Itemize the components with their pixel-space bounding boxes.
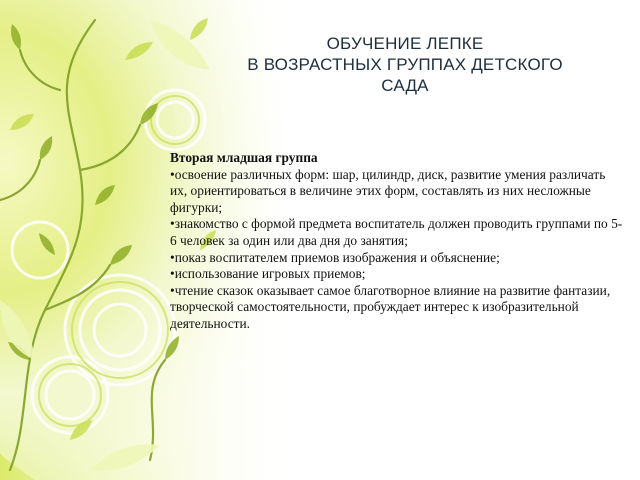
bullet-item-2: •знакомство с формой предмета воспитатель должен проводить группами по 5-6 человек за один или два дня до занятия; — [170, 216, 623, 248]
group-subheading: Вторая младшая группа — [170, 150, 318, 165]
bullet-item-3: •показ воспитателем приемов изображения и объяснение; — [170, 249, 500, 265]
content-block — [170, 150, 625, 333]
slide-title — [190, 33, 620, 96]
slide-title-line-2: В ВОЗРАСТНЫХ ГРУППАХ ДЕТСКОГО — [247, 55, 563, 74]
bullet-item-4: •использование игровых приемов; — [170, 266, 366, 282]
slide-title-line-3: САДА — [381, 76, 429, 95]
bullet-item-5: •чтение сказок оказывает самое благотворное влияние на развитие фантазии, творческой самостоятельности, пробуждает интерес к изобразительной деятельности. — [170, 282, 611, 331]
slide-title-line-1: ОБУЧЕНИЕ ЛЕПКЕ — [326, 34, 484, 53]
bullet-item-1: •освоение различных форм: шар, цилиндр, диск, развитие умения различать их, ориентироваться в величине этих форм, составлять из них несложные фигурки; — [170, 166, 606, 215]
